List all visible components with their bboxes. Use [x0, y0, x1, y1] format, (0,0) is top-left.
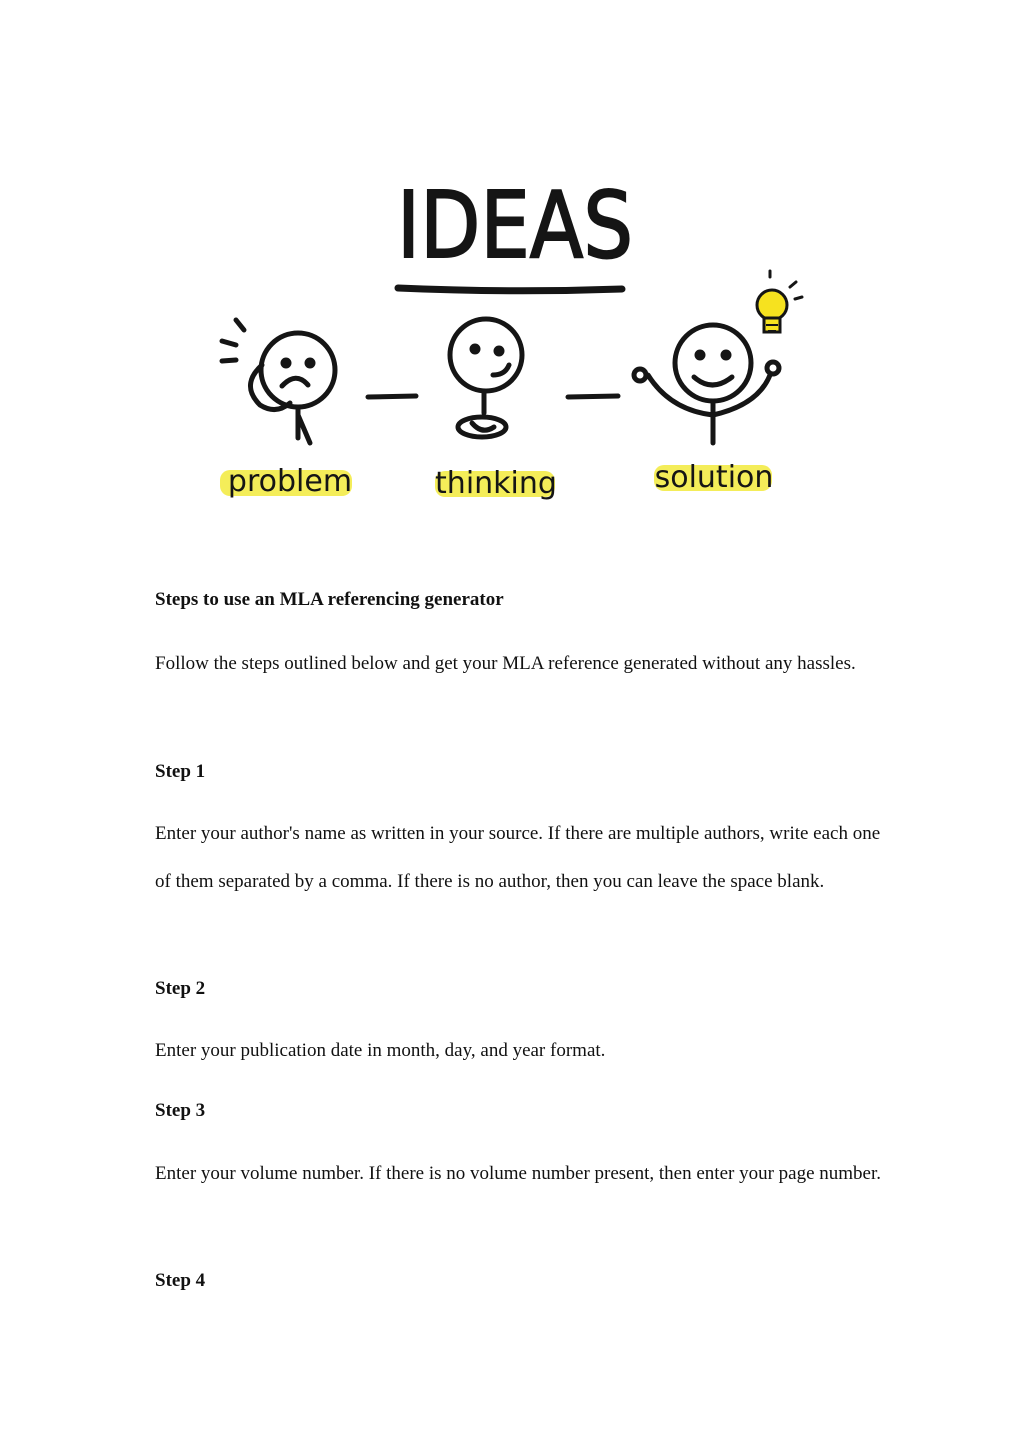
connector-line — [368, 396, 416, 397]
label-thinking: thinking — [435, 466, 557, 501]
step-2-text: Enter your publication date in month, day, and year format. — [155, 1040, 606, 1061]
step-1-text: Enter your author's name as written in your source. If there are multiple authors, write each one of them separated by a comma. If there is no author, then you can leave the space blank. — [155, 823, 881, 892]
sad-face-icon — [222, 320, 335, 443]
thinking-face-icon — [450, 319, 522, 437]
title-underline — [398, 288, 622, 291]
step-3-text: Enter your volume number. If there is no volume number present, then enter your page number. — [155, 1163, 882, 1184]
step-1-heading: Step 1 — [155, 761, 206, 782]
label-problem: problem — [227, 464, 353, 499]
ideas-illustration — [210, 165, 820, 525]
step-2-heading: Step 2 — [155, 978, 206, 999]
step-4-heading: Step 4 — [155, 1270, 206, 1291]
connector-line — [568, 396, 618, 397]
document-title: Steps to use an MLA referencing generator — [155, 589, 504, 610]
intro-paragraph: Follow the steps outlined below and get your MLA reference generated without any hassles. — [155, 653, 856, 674]
lightbulb-icon — [757, 271, 802, 332]
step-3-heading: Step 3 — [155, 1100, 206, 1121]
label-solution: solution — [654, 460, 774, 495]
happy-face-icon — [634, 325, 779, 443]
illustration-title: IDEAS — [397, 172, 633, 279]
